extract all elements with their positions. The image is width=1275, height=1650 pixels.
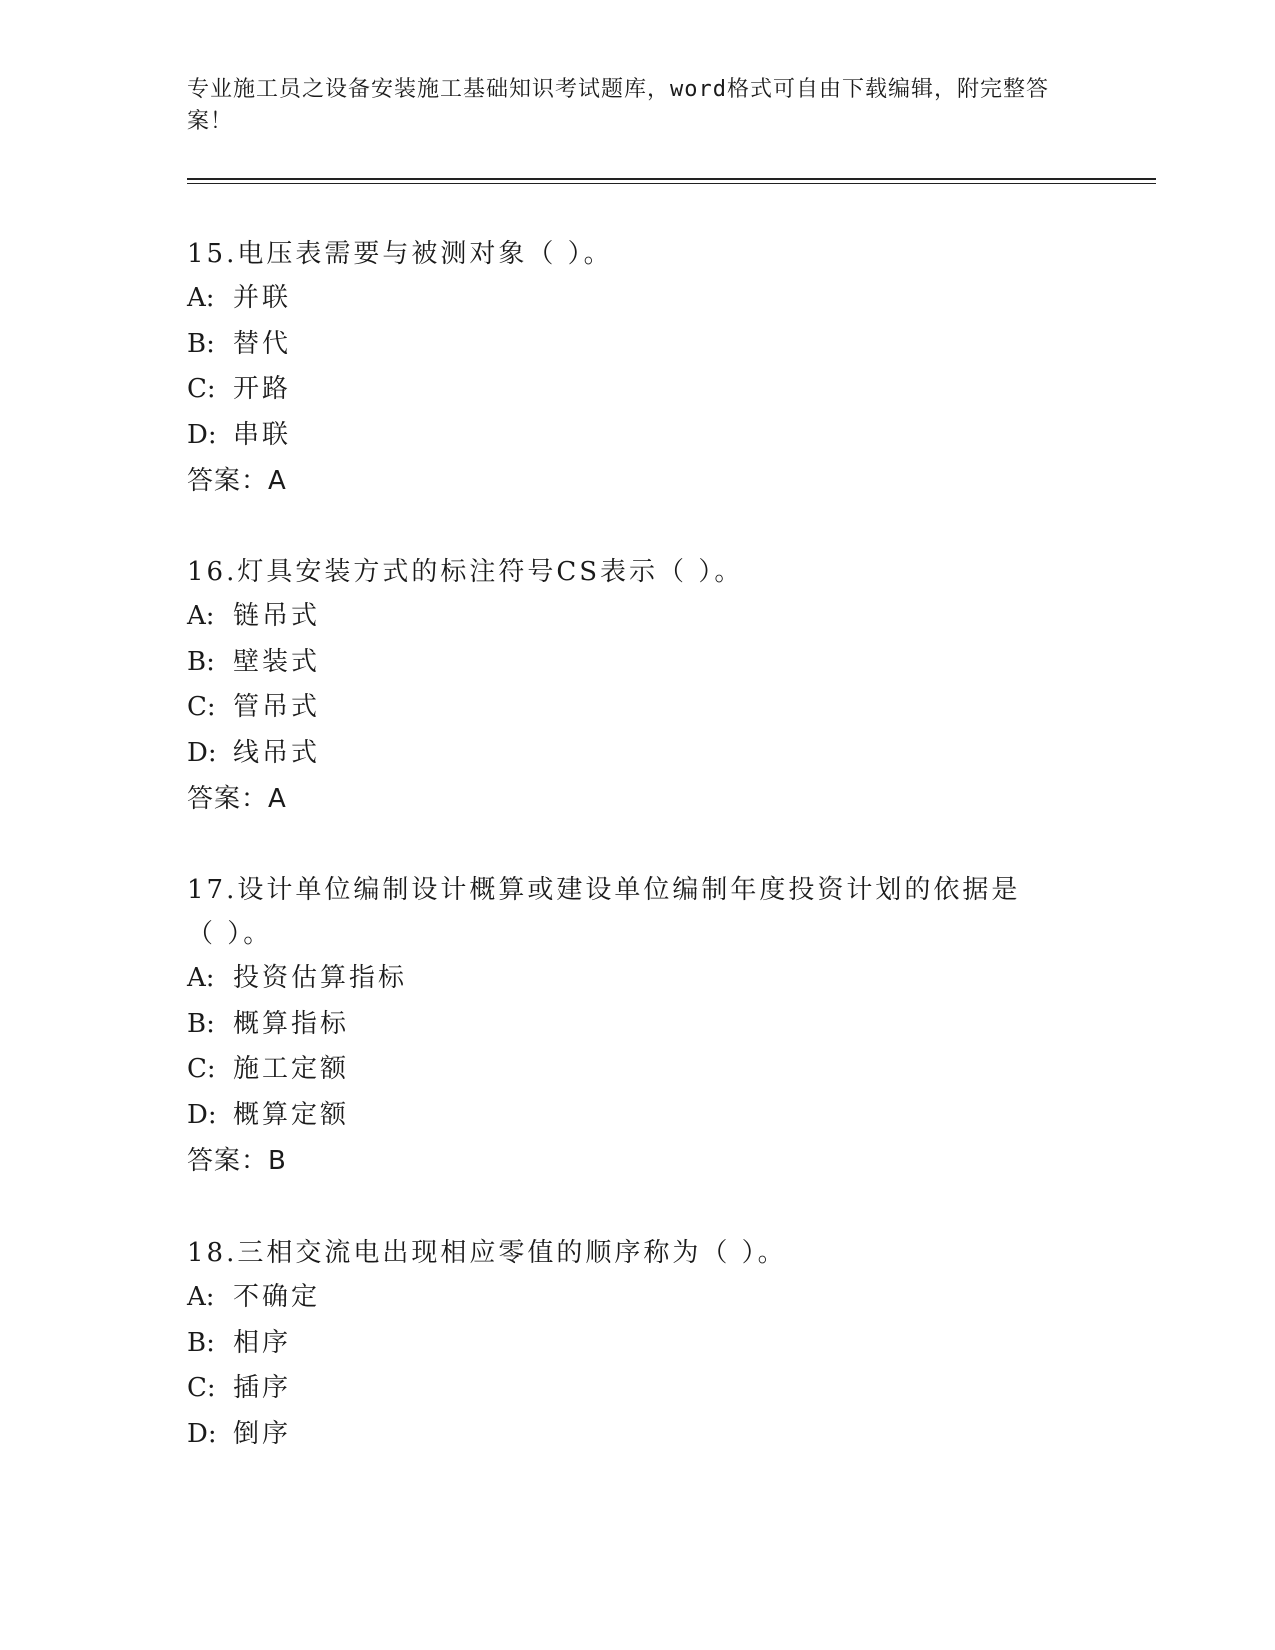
option-letter: B: (187, 646, 215, 677)
option-c (187, 367, 1087, 413)
question-16 (187, 550, 1087, 822)
option-text: 插序 (233, 1373, 292, 1403)
option-text: 并联 (233, 283, 292, 313)
answer-line: 答案：A (187, 466, 287, 496)
option-text: 替代 (233, 328, 292, 359)
option-c (187, 1366, 1087, 1412)
option-text: 不确定 (233, 1282, 321, 1312)
option-d (187, 731, 1087, 777)
question-15 (187, 232, 1087, 504)
option-text: 串联 (233, 419, 292, 450)
option-b (187, 640, 1087, 686)
question-stem: 16.灯具安装方式的标注符号CS表示（ ）。 (187, 557, 744, 587)
option-c (187, 1047, 1047, 1093)
question-18 (187, 1231, 1087, 1457)
option-letter: A: (187, 1282, 215, 1312)
option-b (187, 1321, 1087, 1367)
option-d (187, 1412, 1087, 1458)
option-letter: D: (187, 737, 217, 768)
option-letter: D: (187, 419, 217, 450)
option-text: 壁装式 (233, 646, 321, 677)
option-text: 概算定额 (233, 1099, 350, 1130)
option-c (187, 685, 1087, 731)
option-text: 链吊式 (233, 601, 321, 631)
option-a (187, 956, 1047, 1002)
option-text: 管吊式 (233, 692, 321, 722)
document-header: 专业施工员之设备安装施工基础知识考试题库，word格式可自由下载编辑，附完整答案！ (187, 77, 1049, 134)
option-text: 施工定额 (233, 1054, 350, 1084)
option-d (187, 413, 1087, 459)
option-letter: C: (187, 374, 216, 404)
option-b (187, 1002, 1047, 1048)
option-letter: B: (187, 1008, 215, 1039)
option-a (187, 276, 1087, 322)
option-text: 线吊式 (233, 737, 321, 768)
question-stem: 15.电压表需要与被测对象（ ）。 (187, 239, 613, 269)
option-text: 投资估算指标 (233, 963, 408, 993)
header-divider-thick (187, 178, 1156, 180)
option-text: 倒序 (233, 1418, 292, 1449)
option-letter: B: (187, 1327, 215, 1358)
option-letter: A: (187, 963, 215, 993)
option-a (187, 594, 1087, 640)
header-divider-thin (187, 183, 1156, 184)
option-d (187, 1093, 1047, 1139)
question-stem: 17.设计单位编制设计概算或建设单位编制年度投资计划的依据是（ ）。 (187, 875, 1021, 949)
option-letter: B: (187, 328, 215, 359)
option-letter: A: (187, 601, 215, 631)
answer-line: 答案：A (187, 784, 287, 814)
option-text: 概算指标 (233, 1008, 350, 1039)
option-b (187, 322, 1087, 368)
question-17 (187, 868, 1047, 1184)
option-letter: C: (187, 1373, 216, 1403)
answer-line: 答案：B (187, 1146, 287, 1176)
option-letter: C: (187, 692, 216, 722)
option-text: 相序 (233, 1327, 292, 1358)
option-letter: D: (187, 1418, 217, 1449)
question-stem: 18.三相交流电出现相应零值的顺序称为（ ）。 (187, 1238, 787, 1268)
option-letter: A: (187, 283, 215, 313)
option-text: 开路 (233, 374, 292, 404)
option-letter: C: (187, 1054, 216, 1084)
option-letter: D: (187, 1099, 217, 1130)
option-a (187, 1275, 1087, 1321)
